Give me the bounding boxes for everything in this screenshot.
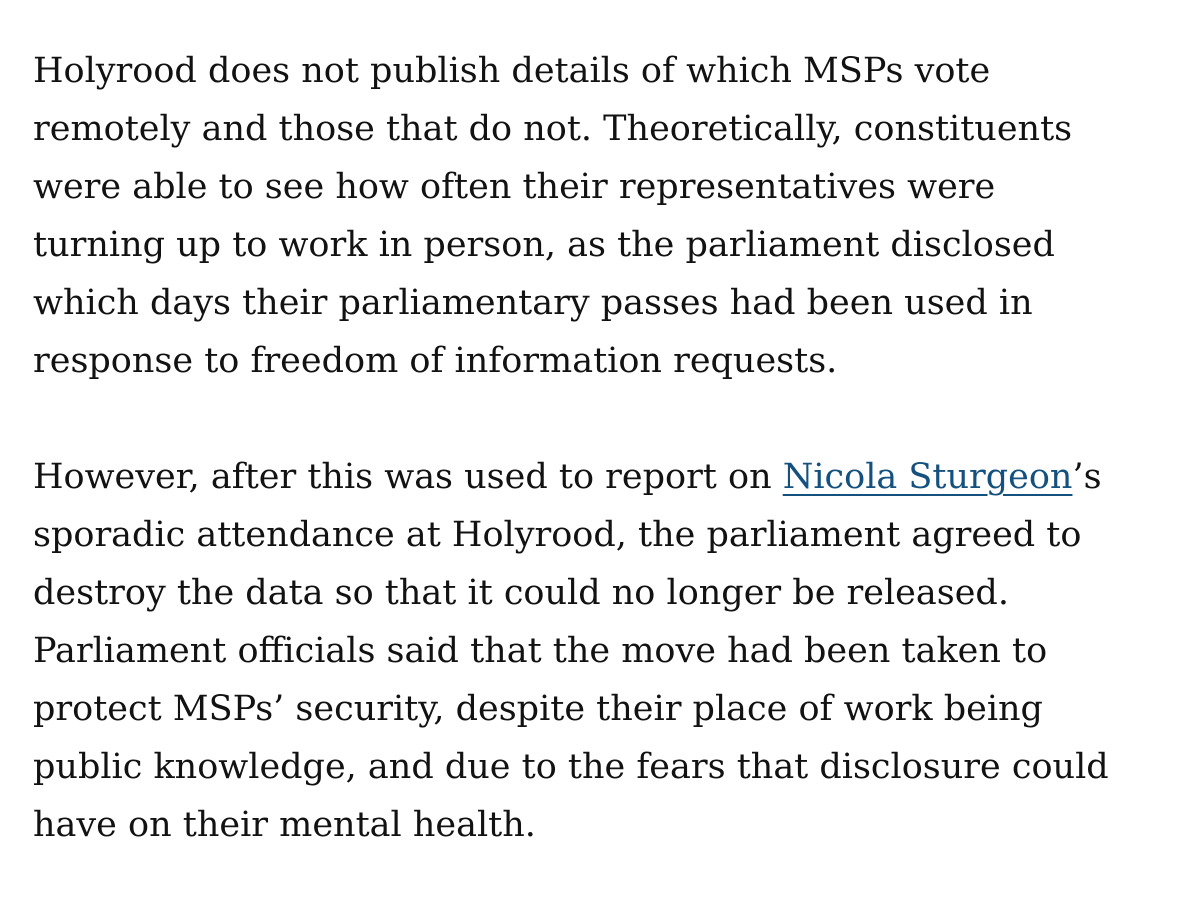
paragraph-2 — [33, 448, 1153, 854]
paragraph-1-line-6: response to freedom of information requests. — [33, 341, 838, 381]
paragraph-1-line-1: Holyrood does not publish details of which MSPs vote — [33, 51, 991, 91]
paragraph-1-line-5: which days their parliamentary passes had been used in — [33, 283, 1033, 323]
paragraph-2-line-1 — [33, 448, 1153, 506]
nicola-sturgeon-link[interactable]: Nicola Sturgeon — [782, 457, 1073, 497]
paragraph-2-line-6: public knowledge, and due to the fears that disclosure could — [33, 747, 1109, 787]
paragraph-2-line-1-before: However, after this was used to report on — [33, 457, 783, 497]
paragraph-2-line-4: Parliament officials said that the move had been taken to — [33, 631, 1048, 671]
article-body — [33, 42, 1153, 854]
paragraph-2-line-3: destroy the data so that it could no longer be released. — [33, 573, 1009, 613]
paragraph-1-line-2: remotely and those that do not. Theoretically, constituents — [33, 109, 1073, 149]
paragraph-1 — [33, 42, 1153, 390]
paragraph-2-line-2: sporadic attendance at Holyrood, the parliament agreed to — [33, 515, 1082, 555]
paragraph-1-line-3: were able to see how often their representatives were — [33, 167, 996, 207]
paragraph-2-line-7: have on their mental health. — [33, 805, 536, 845]
paragraph-2-line-5: protect MSPs’ security, despite their place of work being — [33, 689, 1043, 729]
paragraph-1-line-4: turning up to work in person, as the parliament disclosed — [33, 225, 1055, 265]
paragraph-2-line-1-after: ’s — [1072, 457, 1102, 497]
